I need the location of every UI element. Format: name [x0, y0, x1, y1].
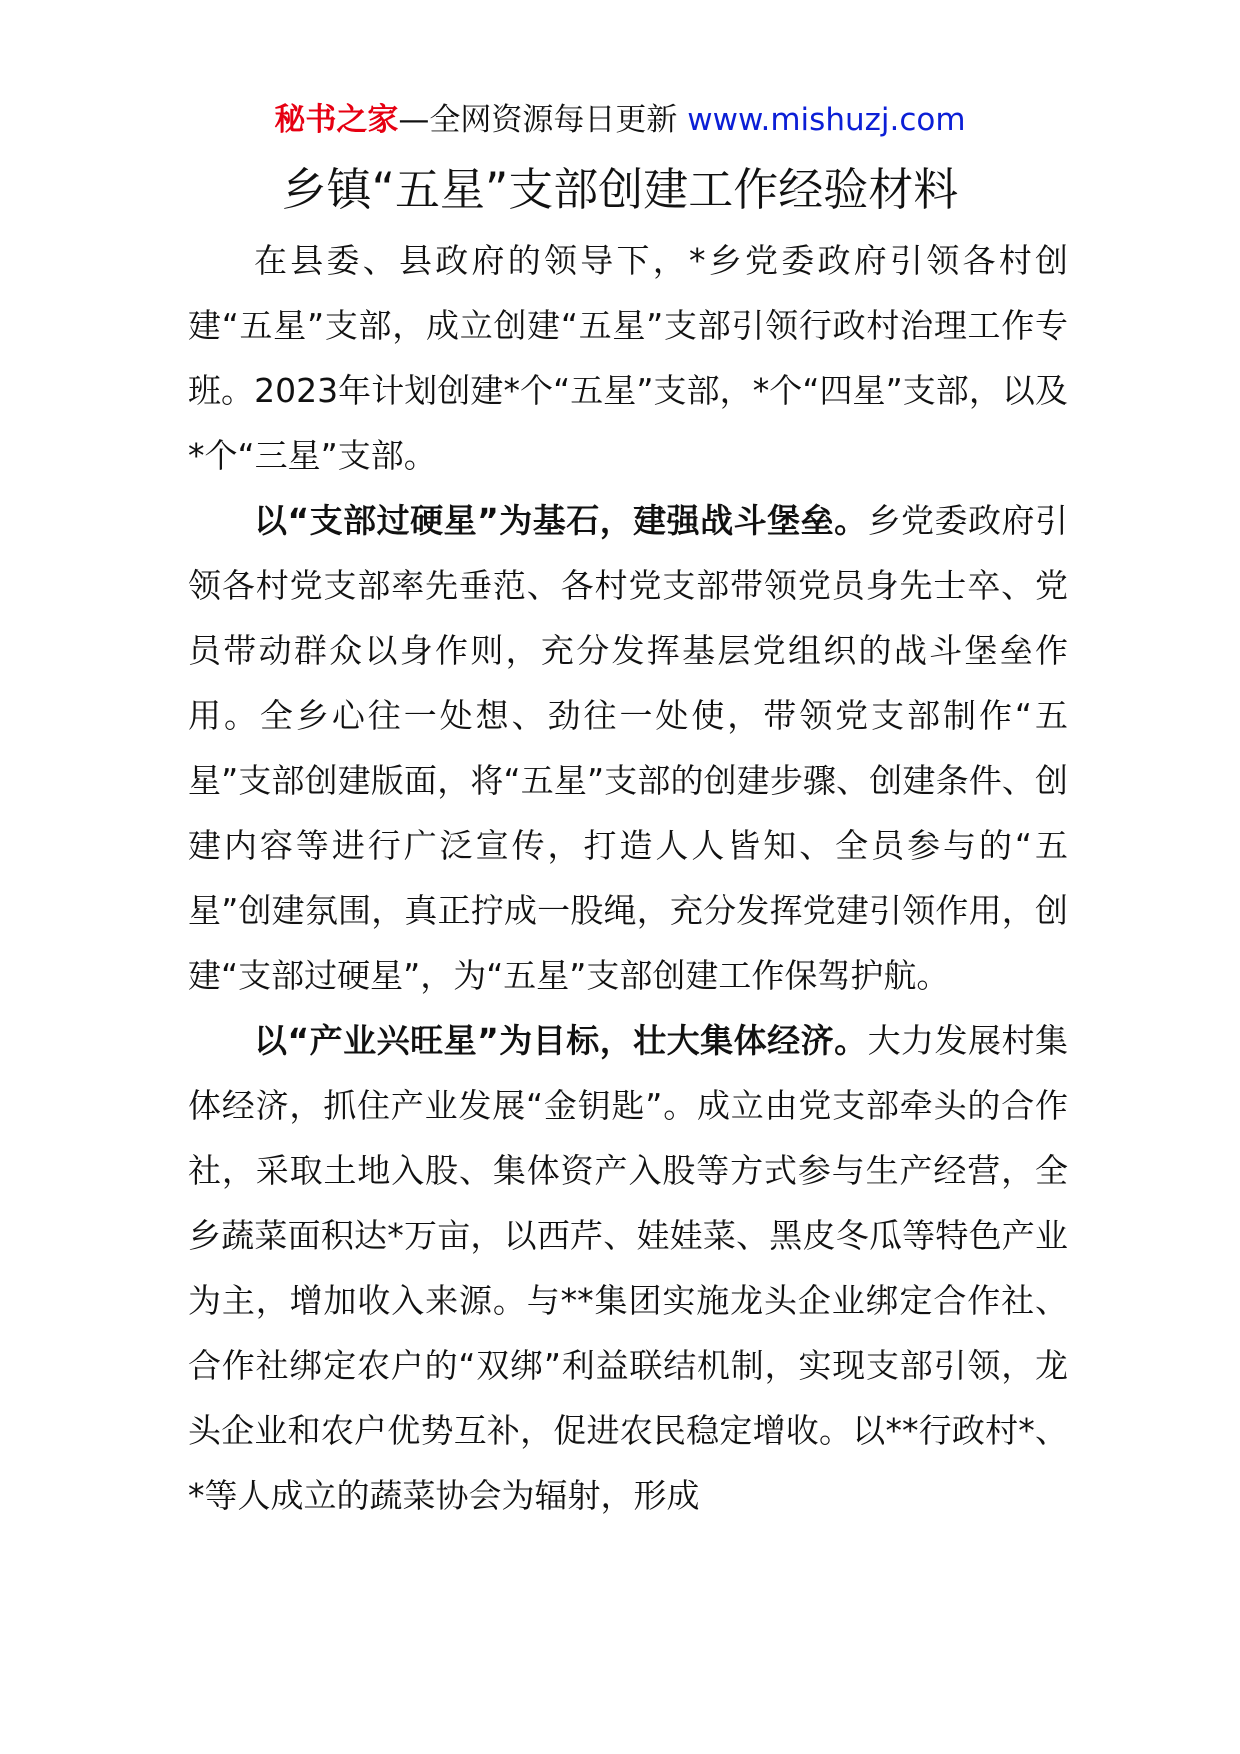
- site-header: [0, 98, 1240, 142]
- paragraph-lead: 以“支部过硬星”为基石，建强战斗堡垒。: [254, 501, 868, 540]
- paragraph-branch-star: [188, 488, 1068, 1008]
- site-url[interactable]: www.mishuzj.com: [687, 102, 966, 138]
- document-title: 乡镇“五星”支部创建工作经验材料: [281, 163, 959, 216]
- paragraph-intro: [188, 228, 1068, 488]
- paragraph-industry-star: [188, 1008, 1068, 1528]
- paragraph-text: 在县委、县政府的领导下，*乡党委政府引领各村创建“五星”支部，成立创建“五星”支部引领行政村治理工作专班。2023年计划创建*个“五星”支部，*个“四星”支部，以及*个“三星”支部。: [188, 241, 1068, 475]
- paragraph-lead: 以“产业兴旺星”为目标，壮大集体经济。: [254, 1021, 868, 1060]
- paragraph-text: 大力发展村集体经济，抓住产业发展“金钥匙”。成立由党支部牵头的合作社，采取土地入股、集体资产入股等方式参与生产经营，全乡蔬菜面积达*万亩，以西芹、娃娃菜、黑皮冬瓜等特色产业为主，增加收入来源。与**集团实施龙头企业绑定合作社、合作社绑定农户的“双绑”利益联结机制，实现支部引领，龙头企业和农户优势互补，促进农民稳定增收。以**行政村*、*等人成立的蔬菜协会为辐射，形成: [188, 1021, 1068, 1515]
- site-slogan: —全网资源每日更新: [398, 102, 688, 138]
- document-body: [188, 228, 1068, 1528]
- site-brand: 秘书之家: [274, 102, 399, 138]
- paragraph-text: 乡党委政府引领各村党支部率先垂范、各村党支部带领党员身先士卒、党员带动群众以身作则，充分发挥基层党组织的战斗堡垒作用。全乡心往一处想、劲往一处使，带领党支部制作“五星”支部创建版面，将“五星”支部的创建步骤、创建条件、创建内容等进行广泛宣传，打造人人皆知、全员参与的“五星”创建氛围，真正拧成一股绳，充分发挥党建引领作用，创建“支部过硬星”，为“五星”支部创建工作保驾护航。: [188, 501, 1068, 995]
